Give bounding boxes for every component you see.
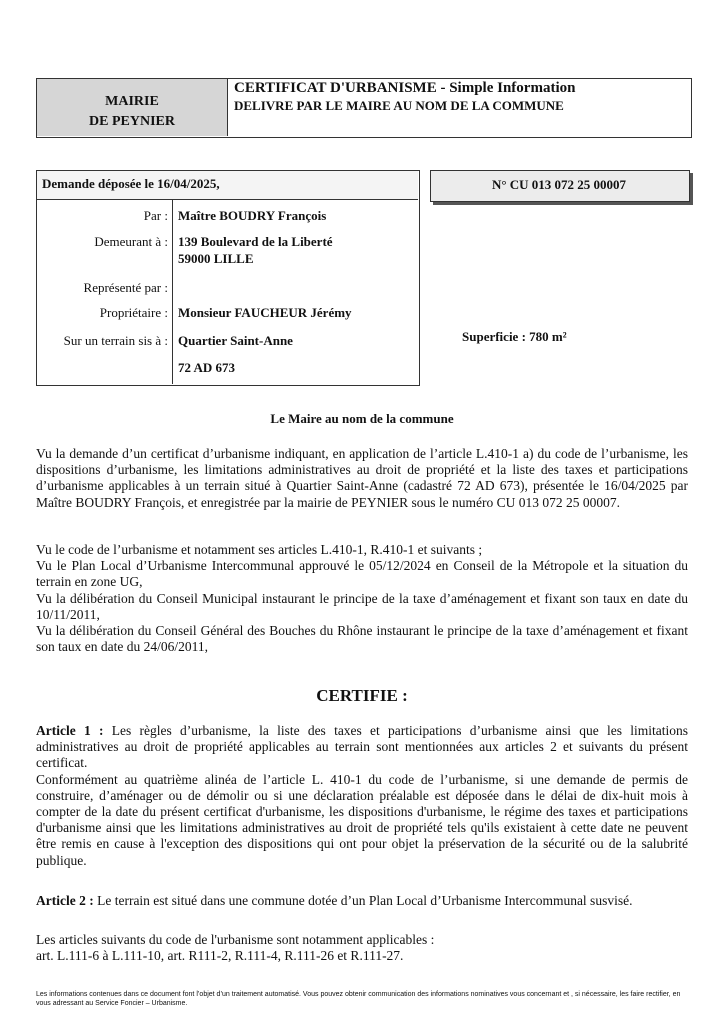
article-2-text: Le terrain est situé dans une commune dotée d’un Plan Local d’Urbanisme Intercommunal susvisé. [93,893,633,908]
document-title: CERTIFICAT D'URBANISME - Simple Information [234,80,576,96]
document-subtitle: DELIVRE PAR LE MAIRE AU NOM DE LA COMMUNE [234,98,564,113]
label-terrain: Sur un terrain sis à : [63,333,168,348]
maire-heading: Le Maire au nom de la commune [270,411,454,426]
demande-divider [172,199,173,384]
certifie-heading: CERTIFIE : [316,686,408,705]
article-1-first [36,723,688,772]
vu-item-conseil-municipal: Vu la délibération du Conseil Municipal instaurant le principe de la taxe d’aménagement et fixant son taux en date du 10/11/2011, [36,590,688,622]
value-par: Maître BOUDRY François [178,208,327,223]
article-1-text: Les règles d’urbanisme, la liste des taxes et participations d’urbanisme ainsi que les limitations administratives au droit de propriété applicables au terrain sont mentionnées aux articles 2 et suivants du présent certificat. [36,723,689,771]
article-1-text2: Conformément au quatrième alinéa de l’article L. 410-1 du code de l’urbanisme, si une demande de permis de construire, d’aménager ou de démolir ou si une déclaration préalable est déposée dans le délai de dix-huit mois à compter de la date du présent certificat d'urbanisme, les dispositions d'urbanisme, le régime des taxes et participations d'urbanisme ainsi que les limitations administratives au droit de propriété tels qu'ils existaient à cette date ne peuvent être remis en cause à l'exception des dispositions qui ont pour objet la préservation de la sécurité ou de la salubrité publique. [36,771,688,868]
articles-applicables-line2: art. L.111-6 à L.111-10, art. R111-2, R.111-4, R.111-26 et R.111-27. [36,948,404,964]
articles-applicables-line1: Les articles suivants du code de l'urbanisme sont notamment applicables : [36,932,435,947]
article-1 [36,723,688,869]
vu-paragraph: Vu la demande d’un certificat d’urbanisme indiquant, en application de l’article L.410-1 a) du code de l’urbanisme, les dispositions d’urbanisme, les limitations administratives au droit de propriété et la liste des taxes et participations d’urbanisme applicables à un terrain situé à Quartier Saint-Anne (cadastré 72 AD 673), présentée le 16/04/2025 par Maître BOUDRY François, et enregistrée par la mairie de PEYNIER sous le numéro CU 013 072 25 00007. [36,446,688,510]
vu-item-conseil-general: Vu la délibération du Conseil Général des Bouches du Rhône instaurant le principe de la taxe d’aménagement et fixant son taux en date du 24/06/2011, [36,623,688,655]
articles-applicables [36,932,688,964]
numero-cu: N° CU 013 072 25 00007 [491,177,627,192]
superficie: Superficie : 780 m² [462,329,567,344]
footer-note: Les informations contenues dans ce document font l’objet d’un traitement automatisé. Vous pouvez obtenir communication des informations nominatives vous concernant et , si nécessaire, les faire rectifier, en vous adressant au Service Foncier – Urbanisme. [36,991,681,1007]
demande-box [36,170,420,386]
label-represente: Représenté par : [83,280,168,295]
article-2-label: Article 2 : [36,893,94,908]
value-adresse: 139 Boulevard de la Liberté [178,234,333,249]
vu-item-plui: Vu le Plan Local d’Urbanisme Intercommunal approuvé le 05/12/2024 en Conseil de la Métropole et la situation du terrain en zone UG, [36,558,688,590]
vu-list [36,542,688,655]
label-demeurant: Demeurant à : [94,234,168,249]
value-terrain: Quartier Saint-Anne [178,333,293,348]
mairie-line2: DE PEYNIER [89,114,175,129]
article-1-label: Article 1 : [36,723,104,738]
article-2 [36,893,688,909]
mairie-line1: MAIRIE [105,94,159,109]
value-proprietaire: Monsieur FAUCHEUR Jérémy [178,305,352,320]
value-ville: 59000 LILLE [178,251,254,266]
label-par: Par : [143,208,168,223]
demande-title: Demande déposée le 16/04/2025, [42,176,220,191]
vu-item-code: Vu le code de l’urbanisme et notamment ses articles L.410-1, R.410-1 et suivants ; [36,542,483,557]
label-proprietaire: Propriétaire : [99,305,168,320]
value-cadastre: 72 AD 673 [178,360,236,375]
